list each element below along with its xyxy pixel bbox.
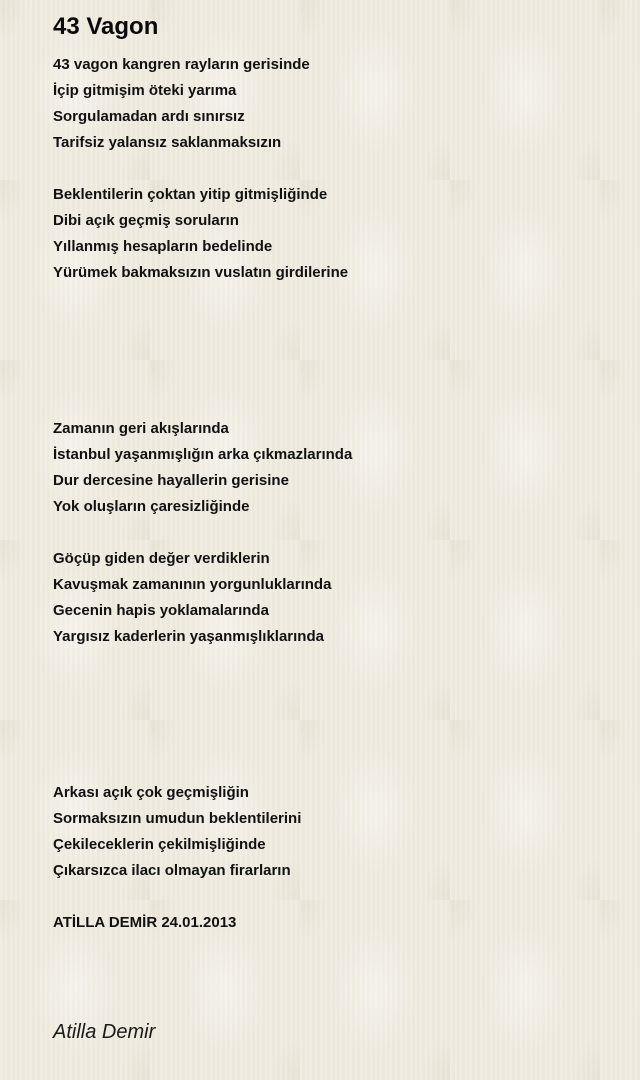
- poem-line: Dibi açık geçmiş soruların: [53, 212, 239, 229]
- poem-title: 43 Vagon: [53, 13, 159, 40]
- poem-line: Yıllanmış hesapların bedelinde: [53, 238, 273, 255]
- stanza-2: [53, 182, 613, 286]
- stanza-spacer: [53, 884, 613, 910]
- stanza-spacer: [53, 650, 613, 780]
- poem-line: Çekileceklerin çekilmişliğinde: [53, 836, 266, 853]
- poem-line: Beklentilerin çoktan yitip gitmişliğinde: [53, 186, 328, 203]
- poem-line: İçip gitmişim öteki yarıma: [53, 82, 237, 99]
- poem-line: Dur dercesine hayallerin gerisine: [53, 472, 289, 489]
- poem-line: 43 vagon kangren rayların gerisinde: [53, 56, 310, 73]
- poem-line: Kavuşmak zamanının yorgunluklarında: [53, 576, 332, 593]
- poem-signature-line: ATİLLA DEMİR 24.01.2013: [53, 914, 237, 931]
- poem-line: Arkası açık çok geçmişliğin: [53, 784, 249, 801]
- stanza-spacer: [53, 520, 613, 546]
- stanza-spacer: [53, 156, 613, 182]
- poem-line: Gecenin hapis yoklamalarında: [53, 602, 269, 619]
- poem-line: İstanbul yaşanmışlığın arka çıkmazlarında: [53, 446, 353, 463]
- poem-line: Zamanın geri akışlarında: [53, 420, 229, 437]
- poem-body: [53, 52, 613, 936]
- stanza-4: [53, 546, 613, 650]
- poem-line: Çıkarsızca ilacı olmayan firarların: [53, 862, 291, 879]
- poem-line: Sormaksızın umudun beklentilerini: [53, 810, 302, 827]
- stanza-3: [53, 416, 613, 520]
- poem-line: Yok oluşların çaresizliğinde: [53, 498, 250, 515]
- poem-line: Yargısız kaderlerin yaşanmışlıklarında: [53, 628, 324, 645]
- stanza-5: [53, 780, 613, 884]
- poem-line: Göçüp giden değer verdiklerin: [53, 550, 270, 567]
- poem-line: Tarifsiz yalansız saklanmaksızın: [53, 134, 282, 151]
- stanza-spacer: [53, 286, 613, 416]
- author-signature: Atilla Demir: [53, 1021, 156, 1043]
- poem-line: Sorgulamadan ardı sınırsız: [53, 108, 245, 125]
- stanza-1: [53, 52, 613, 156]
- poem-line: Yürümek bakmaksızın vuslatın girdilerine: [53, 264, 349, 281]
